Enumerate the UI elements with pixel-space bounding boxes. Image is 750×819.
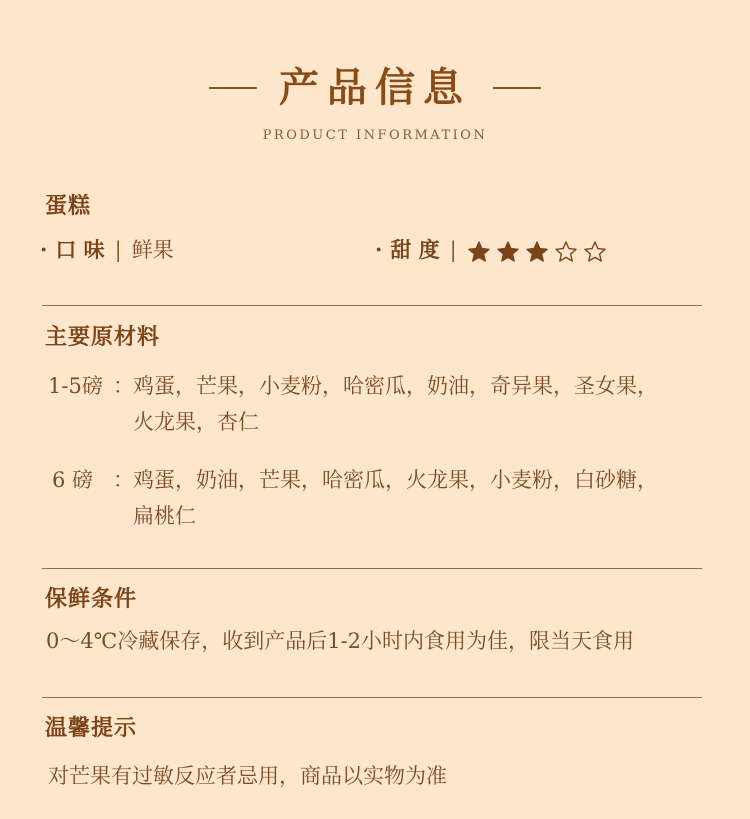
flavor-separator: | [114,238,122,262]
sweetness-separator: | [449,238,457,262]
ingredients-list-2-line1: 鸡蛋，奶油，芒果，哈密瓜，火龙果，小麦粉，白砂糖， [133,468,658,492]
star-empty-icon [583,240,607,264]
ingredients-colon-2: ： [113,468,134,492]
star-filled-icon [525,240,549,264]
ingredients-colon-1: ： [113,374,134,398]
ingredients-list-1-line1: 鸡蛋，芒果，小麦粉，哈密瓜，奶油，奇异果，圣女果， [133,374,658,398]
ingredients-section-title: 主要原材料 [45,324,161,350]
tips-section-title: 温馨提示 [45,715,138,741]
title-left-line [209,87,257,89]
sweetness-bullet: · [375,237,383,262]
divider-2 [42,568,702,569]
sweetness-label: 甜 度 [390,237,440,262]
ingredients-size-1: 1-5磅 [48,374,103,398]
star-empty-icon [554,240,578,264]
title-right-line [493,87,541,89]
ingredients-list-1-line2: 火龙果，杏仁 [133,410,259,434]
product-info-header [0,62,750,144]
ingredients-size-2: 6 磅 [52,468,94,492]
star-filled-icon [496,240,520,264]
storage-section-title: 保鲜条件 [45,586,138,612]
ingredients-list-2-line2: 扁桃仁 [133,504,196,528]
sweetness-row [375,236,607,264]
flavor-label: 口 味 [55,237,105,262]
page-title: 产品信息 [279,64,471,111]
star-filled-icon [467,240,491,264]
storage-text: 0～4℃冷藏保存，收到产品后1-2小时内食用为佳，限当天食用 [46,629,635,653]
divider-3 [42,697,702,698]
tips-text: 对芒果有过敏反应者忌用，商品以实物为准 [48,764,447,788]
flavor-bullet: · [40,237,48,262]
page-subtitle: PRODUCT INFORMATION [262,128,488,143]
title-row [0,62,750,114]
flavor-row [40,236,174,264]
divider-1 [42,305,702,306]
cake-section-title: 蛋糕 [45,193,92,219]
sweetness-stars [467,240,607,264]
flavor-value: 鲜果 [131,238,174,262]
